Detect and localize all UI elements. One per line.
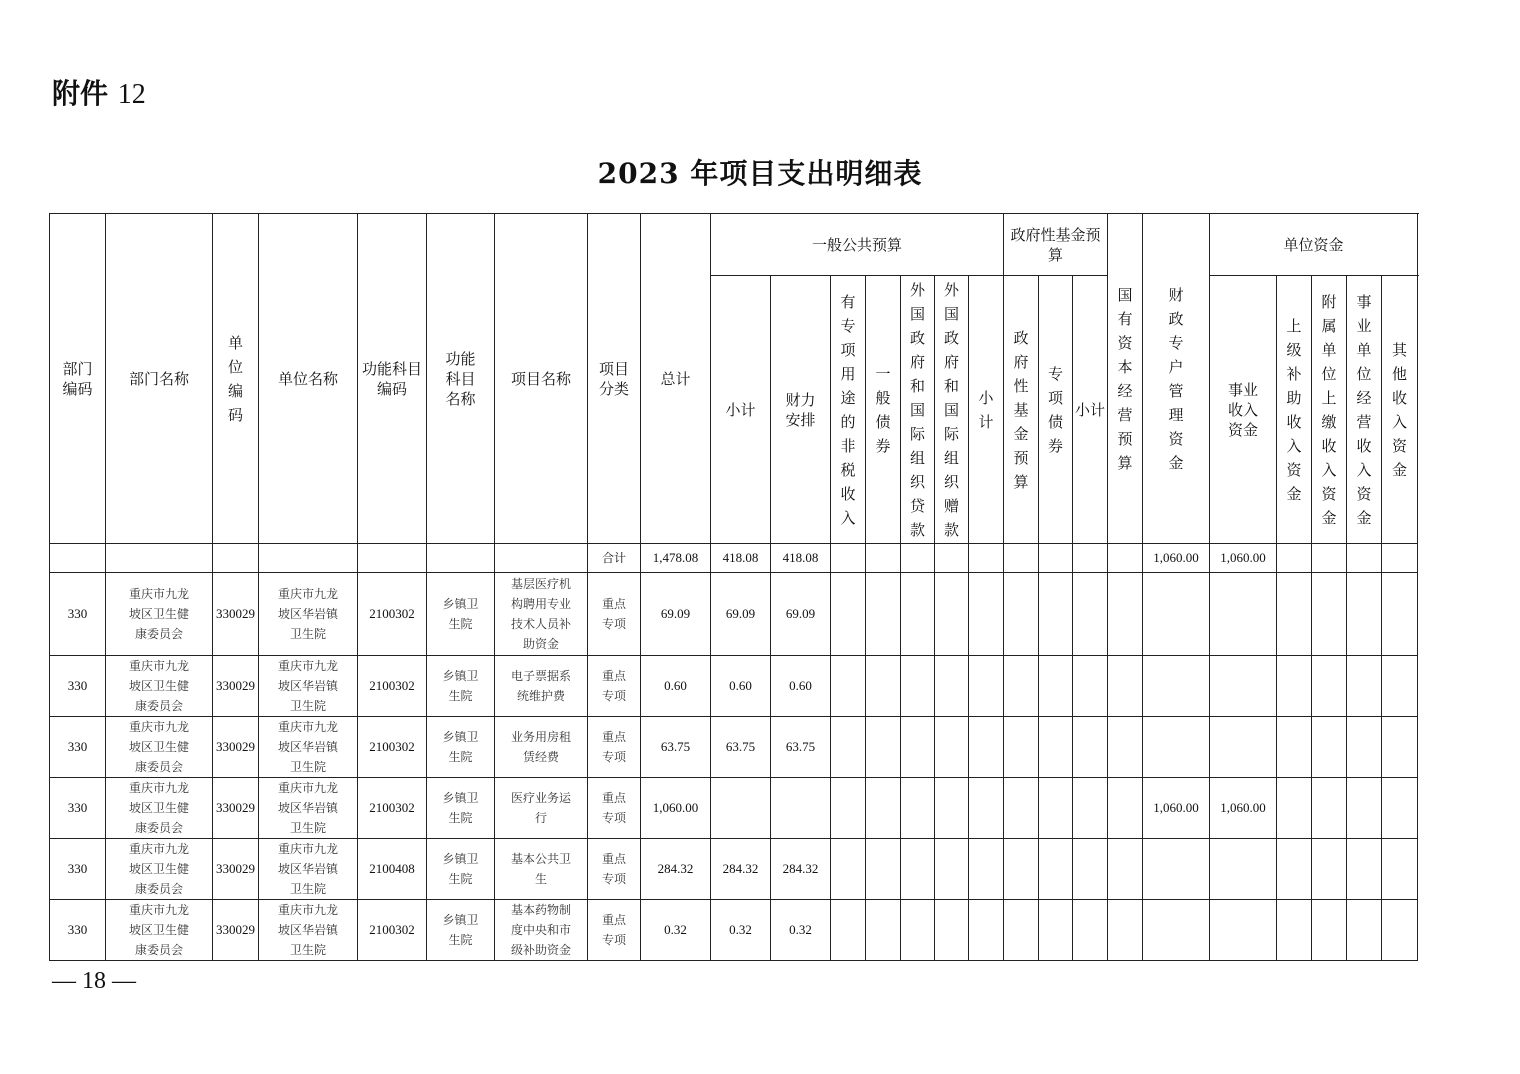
empty-cell <box>935 900 969 961</box>
empty-cell <box>901 656 935 717</box>
summary-cell <box>106 544 213 573</box>
summary-cell <box>1004 544 1039 573</box>
summary-cell <box>427 544 495 573</box>
empty-cell <box>969 656 1004 717</box>
empty-cell <box>1382 839 1418 900</box>
empty-cell <box>1277 900 1312 961</box>
empty-cell <box>1039 717 1073 778</box>
summary-gpb-fiscal: 418.08 <box>771 544 831 573</box>
project-name-text: 基层医疗机构聘用专业技术人员补助资金 <box>510 577 571 651</box>
cell-total: 0.60 <box>641 656 711 717</box>
empty-cell <box>935 839 969 900</box>
cell-uf-subtotal <box>1143 573 1210 656</box>
cell-dept-name <box>106 900 213 961</box>
cell-unit-name <box>259 839 358 900</box>
cell-project-name <box>495 839 588 900</box>
cell-total: 69.09 <box>641 573 711 656</box>
empty-cell <box>1108 717 1143 778</box>
empty-cell <box>1004 656 1039 717</box>
empty-cell <box>1004 839 1039 900</box>
cell-dept-name <box>106 778 213 839</box>
summary-cell <box>901 544 935 573</box>
header-gf-budget: 政府性基金预算 <box>1004 276 1039 544</box>
cell-unit-name <box>259 656 358 717</box>
summary-cell <box>495 544 588 573</box>
cell-category <box>588 573 641 656</box>
cell-gpb-fiscal: 69.09 <box>771 573 831 656</box>
attachment-text: 附件 <box>52 77 109 110</box>
table-row <box>50 656 1418 717</box>
empty-cell <box>831 717 866 778</box>
empty-cell <box>866 573 901 656</box>
header-uf-operating: 事业单位经营收入资金 <box>1347 276 1382 544</box>
cell-gpb-subtotal: 284.32 <box>711 839 771 900</box>
empty-cell <box>1312 573 1347 656</box>
cell-gpb-subtotal <box>711 778 771 839</box>
header-gf-subtotal: 小计 <box>969 276 1004 544</box>
cell-unit-name <box>259 900 358 961</box>
attachment-label <box>52 72 146 112</box>
header-government-fund: 政府性基金预算 <box>1004 214 1108 276</box>
cell-dept-code: 330 <box>50 656 106 717</box>
header-func-name: 功能科目名称 <box>427 214 495 544</box>
header-gpb-bond: 一般债券 <box>866 276 901 544</box>
empty-cell <box>1108 778 1143 839</box>
header-unit-funds: 单位资金 <box>1210 214 1418 276</box>
unit-code-text: 330029 <box>216 739 255 754</box>
empty-cell <box>1004 900 1039 961</box>
empty-cell <box>1347 717 1382 778</box>
cell-gpb-fiscal <box>771 778 831 839</box>
header-dept-code: 部门编码 <box>50 214 106 544</box>
dept-name-text: 重庆市九龙坡区卫生健康委员会 <box>128 659 189 713</box>
summary-cell <box>1312 544 1347 573</box>
page-number: — 18 — <box>52 968 136 994</box>
cell-total: 1,060.00 <box>641 778 711 839</box>
unit-name-text: 重庆市九龙坡区华岩镇卫生院 <box>277 842 338 896</box>
project-name-text: 基本药物制度中央和市级补助资金 <box>510 903 571 957</box>
cell-category <box>588 656 641 717</box>
unit-code-text: 330029 <box>216 678 255 693</box>
cell-uf-business-income <box>1210 839 1277 900</box>
cell-func-name <box>427 900 495 961</box>
empty-cell <box>1277 717 1312 778</box>
empty-cell <box>1347 573 1382 656</box>
cell-gpb-fiscal: 0.60 <box>771 656 831 717</box>
func-name-text: 乡镇卫生院 <box>442 791 479 825</box>
cell-category <box>588 900 641 961</box>
empty-cell <box>1039 900 1073 961</box>
summary-cell <box>1347 544 1382 573</box>
empty-cell <box>1073 778 1108 839</box>
empty-cell <box>831 839 866 900</box>
cell-total: 63.75 <box>641 717 711 778</box>
dept-name-text: 重庆市九龙坡区卫生健康委员会 <box>128 842 189 896</box>
cell-dept-code: 330 <box>50 839 106 900</box>
summary-cell <box>50 544 106 573</box>
empty-cell <box>901 839 935 900</box>
cell-gpb-fiscal: 63.75 <box>771 717 831 778</box>
cell-dept-name <box>106 839 213 900</box>
empty-cell <box>1347 839 1382 900</box>
category-text: 重点专项 <box>601 730 626 764</box>
table-row <box>50 900 1418 961</box>
header-gpb-nontax: 有专项用途的非税收入 <box>831 276 866 544</box>
unit-code-text: 330029 <box>216 922 255 937</box>
summary-cell <box>831 544 866 573</box>
summary-uf-subtotal: 1,060.00 <box>1143 544 1210 573</box>
cell-uf-business-income <box>1210 717 1277 778</box>
cell-gpb-subtotal: 63.75 <box>711 717 771 778</box>
cell-project-name <box>495 900 588 961</box>
cell-uf-subtotal: 1,060.00 <box>1143 778 1210 839</box>
empty-cell <box>935 656 969 717</box>
header-uf-business-income: 事业收入资金 <box>1210 276 1277 544</box>
dept-name-text: 重庆市九龙坡区卫生健康委员会 <box>128 781 189 835</box>
cell-project-name <box>495 573 588 656</box>
unit-name-text: 重庆市九龙坡区华岩镇卫生院 <box>277 720 338 774</box>
cell-uf-subtotal <box>1143 717 1210 778</box>
empty-cell <box>969 573 1004 656</box>
project-name-text: 业务用房租赁经费 <box>510 730 571 764</box>
category-text: 重点专项 <box>601 669 626 703</box>
header-state-capital: 国有资本经营预算 <box>1108 214 1143 544</box>
empty-cell <box>935 573 969 656</box>
header-total: 总计 <box>641 214 711 544</box>
unit-name-text: 重庆市九龙坡区华岩镇卫生院 <box>277 781 338 835</box>
cell-uf-subtotal <box>1143 900 1210 961</box>
header-gpb-fiscal: 财力安排 <box>771 276 831 544</box>
project-name-text: 基本公共卫生 <box>510 852 571 886</box>
cell-func-name <box>427 656 495 717</box>
empty-cell <box>1312 717 1347 778</box>
empty-cell <box>1108 573 1143 656</box>
project-name-text: 电子票据系统维护费 <box>510 669 571 703</box>
summary-cell <box>259 544 358 573</box>
empty-cell <box>1004 573 1039 656</box>
cell-dept-name <box>106 656 213 717</box>
header-gpb-foreign-loan: 外国政府和国际组织贷款 <box>901 276 935 544</box>
empty-cell <box>1347 656 1382 717</box>
empty-cell <box>1039 573 1073 656</box>
header-dept-name: 部门名称 <box>106 214 213 544</box>
summary-cell <box>1073 544 1108 573</box>
empty-cell <box>1277 839 1312 900</box>
empty-cell <box>901 778 935 839</box>
cell-gpb-fiscal: 0.32 <box>771 900 831 961</box>
cell-unit-code <box>213 839 259 900</box>
empty-cell <box>1347 778 1382 839</box>
empty-cell <box>1108 839 1143 900</box>
project-name-text: 医疗业务运行 <box>510 791 571 825</box>
func-name-text: 乡镇卫生院 <box>442 852 479 886</box>
category-text: 重点专项 <box>601 791 626 825</box>
empty-cell <box>1312 900 1347 961</box>
cell-unit-code <box>213 573 259 656</box>
summary-cell <box>1039 544 1073 573</box>
header-fiscal-special-account: 财政专户管理资金 <box>1143 214 1210 544</box>
cell-uf-business-income <box>1210 656 1277 717</box>
empty-cell <box>1004 717 1039 778</box>
empty-cell <box>831 900 866 961</box>
summary-cell <box>358 544 427 573</box>
cell-dept-code: 330 <box>50 900 106 961</box>
cell-uf-business-income <box>1210 573 1277 656</box>
cell-project-name <box>495 717 588 778</box>
header-uf-superior-subsidy: 上级补助收入资金 <box>1277 276 1312 544</box>
cell-func-code: 2100302 <box>358 778 427 839</box>
cell-dept-name <box>106 717 213 778</box>
header-uf-subtotal: 小计 <box>1073 276 1108 544</box>
empty-cell <box>1312 839 1347 900</box>
empty-cell <box>1108 900 1143 961</box>
cell-func-code: 2100302 <box>358 656 427 717</box>
header-gf-bond: 专项债券 <box>1039 276 1073 544</box>
empty-cell <box>831 656 866 717</box>
header-gpb-subtotal: 小计 <box>711 276 771 544</box>
summary-uf-business-income: 1,060.00 <box>1210 544 1277 573</box>
empty-cell <box>935 717 969 778</box>
empty-cell <box>1073 573 1108 656</box>
cell-func-code: 2100302 <box>358 717 427 778</box>
cell-func-code: 2100302 <box>358 900 427 961</box>
func-name-text: 乡镇卫生院 <box>442 913 479 947</box>
func-name-text: 乡镇卫生院 <box>442 669 479 703</box>
empty-cell <box>866 778 901 839</box>
cell-category <box>588 717 641 778</box>
empty-cell <box>1073 717 1108 778</box>
summary-total: 1,478.08 <box>641 544 711 573</box>
cell-project-name <box>495 778 588 839</box>
empty-cell <box>901 573 935 656</box>
cell-dept-name <box>106 573 213 656</box>
empty-cell <box>1277 778 1312 839</box>
dept-name-text: 重庆市九龙坡区卫生健康委员会 <box>128 587 189 641</box>
summary-cell <box>969 544 1004 573</box>
empty-cell <box>1277 656 1312 717</box>
empty-cell <box>1382 656 1418 717</box>
empty-cell <box>969 900 1004 961</box>
empty-cell <box>901 900 935 961</box>
empty-cell <box>969 778 1004 839</box>
cell-unit-name <box>259 717 358 778</box>
summary-cell <box>1277 544 1312 573</box>
summary-label: 合计 <box>588 544 641 573</box>
unit-code-text: 330029 <box>216 800 255 815</box>
empty-cell <box>866 717 901 778</box>
dept-name-text: 重庆市九龙坡区卫生健康委员会 <box>128 720 189 774</box>
cell-uf-subtotal <box>1143 656 1210 717</box>
empty-cell <box>1382 778 1418 839</box>
empty-cell <box>1073 839 1108 900</box>
cell-unit-code <box>213 717 259 778</box>
func-name-text: 乡镇卫生院 <box>442 730 479 764</box>
cell-uf-business-income: 1,060.00 <box>1210 778 1277 839</box>
cell-category <box>588 778 641 839</box>
header-gpb-foreign-grant: 外国政府和国际组织赠款 <box>935 276 969 544</box>
summary-cell <box>866 544 901 573</box>
cell-dept-code: 330 <box>50 717 106 778</box>
table-row <box>50 839 1418 900</box>
empty-cell <box>1039 839 1073 900</box>
header-uf-affiliated: 附属单位上缴收入资金 <box>1312 276 1347 544</box>
cell-gpb-subtotal: 69.09 <box>711 573 771 656</box>
empty-cell <box>1382 717 1418 778</box>
empty-cell <box>901 717 935 778</box>
summary-row <box>50 544 1418 573</box>
empty-cell <box>969 717 1004 778</box>
empty-cell <box>866 656 901 717</box>
header-func-code: 功能科目编码 <box>358 214 427 544</box>
header-unit-code: 单位编码 <box>213 214 259 544</box>
table-row <box>50 573 1418 656</box>
empty-cell <box>1108 656 1143 717</box>
category-text: 重点专项 <box>601 913 626 947</box>
empty-cell <box>1347 900 1382 961</box>
cell-project-name <box>495 656 588 717</box>
cell-gpb-fiscal: 284.32 <box>771 839 831 900</box>
summary-gpb-subtotal: 418.08 <box>711 544 771 573</box>
cell-gpb-subtotal: 0.60 <box>711 656 771 717</box>
unit-code-text: 330029 <box>216 861 255 876</box>
empty-cell <box>866 900 901 961</box>
cell-total: 284.32 <box>641 839 711 900</box>
cell-dept-code: 330 <box>50 778 106 839</box>
func-name-text: 乡镇卫生院 <box>442 597 479 631</box>
empty-cell <box>1312 778 1347 839</box>
table-row <box>50 778 1418 839</box>
cell-func-code: 2100408 <box>358 839 427 900</box>
unit-name-text: 重庆市九龙坡区华岩镇卫生院 <box>277 659 338 713</box>
empty-cell <box>1039 656 1073 717</box>
cell-func-name <box>427 717 495 778</box>
empty-cell <box>831 778 866 839</box>
empty-cell <box>1312 656 1347 717</box>
empty-cell <box>969 839 1004 900</box>
cell-unit-name <box>259 778 358 839</box>
page-title: 2023 年项目支出明细表 <box>597 157 923 190</box>
unit-code-text: 330029 <box>216 606 255 621</box>
cell-uf-subtotal <box>1143 839 1210 900</box>
empty-cell <box>1382 900 1418 961</box>
cell-unit-code <box>213 778 259 839</box>
summary-cell <box>1382 544 1418 573</box>
empty-cell <box>1277 573 1312 656</box>
empty-cell <box>866 839 901 900</box>
cell-func-code: 2100302 <box>358 573 427 656</box>
cell-func-name <box>427 573 495 656</box>
dept-name-text: 重庆市九龙坡区卫生健康委员会 <box>128 903 189 957</box>
summary-cell <box>1108 544 1143 573</box>
empty-cell <box>1073 900 1108 961</box>
cell-gpb-subtotal: 0.32 <box>711 900 771 961</box>
cell-category <box>588 839 641 900</box>
cell-unit-code <box>213 656 259 717</box>
header-general-public-budget: 一般公共预算 <box>711 214 1004 276</box>
header-project-name: 项目名称 <box>495 214 588 544</box>
project-expenditure-table <box>49 213 1418 961</box>
cell-unit-name <box>259 573 358 656</box>
empty-cell <box>1073 656 1108 717</box>
summary-cell <box>935 544 969 573</box>
empty-cell <box>1382 573 1418 656</box>
empty-cell <box>1004 778 1039 839</box>
header-project-category: 项目分类 <box>588 214 641 544</box>
empty-cell <box>1039 778 1073 839</box>
unit-name-text: 重庆市九龙坡区华岩镇卫生院 <box>277 903 338 957</box>
empty-cell <box>935 778 969 839</box>
summary-cell <box>213 544 259 573</box>
header-unit-name: 单位名称 <box>259 214 358 544</box>
table-row <box>50 717 1418 778</box>
cell-func-name <box>427 778 495 839</box>
cell-uf-business-income <box>1210 900 1277 961</box>
category-text: 重点专项 <box>601 597 626 631</box>
attachment-number: 12 <box>117 79 146 110</box>
header-uf-other: 其他收入资金 <box>1382 276 1418 544</box>
cell-dept-code: 330 <box>50 573 106 656</box>
empty-cell <box>831 573 866 656</box>
cell-total: 0.32 <box>641 900 711 961</box>
cell-func-name <box>427 839 495 900</box>
cell-unit-code <box>213 900 259 961</box>
unit-name-text: 重庆市九龙坡区华岩镇卫生院 <box>277 587 338 641</box>
category-text: 重点专项 <box>601 852 626 886</box>
